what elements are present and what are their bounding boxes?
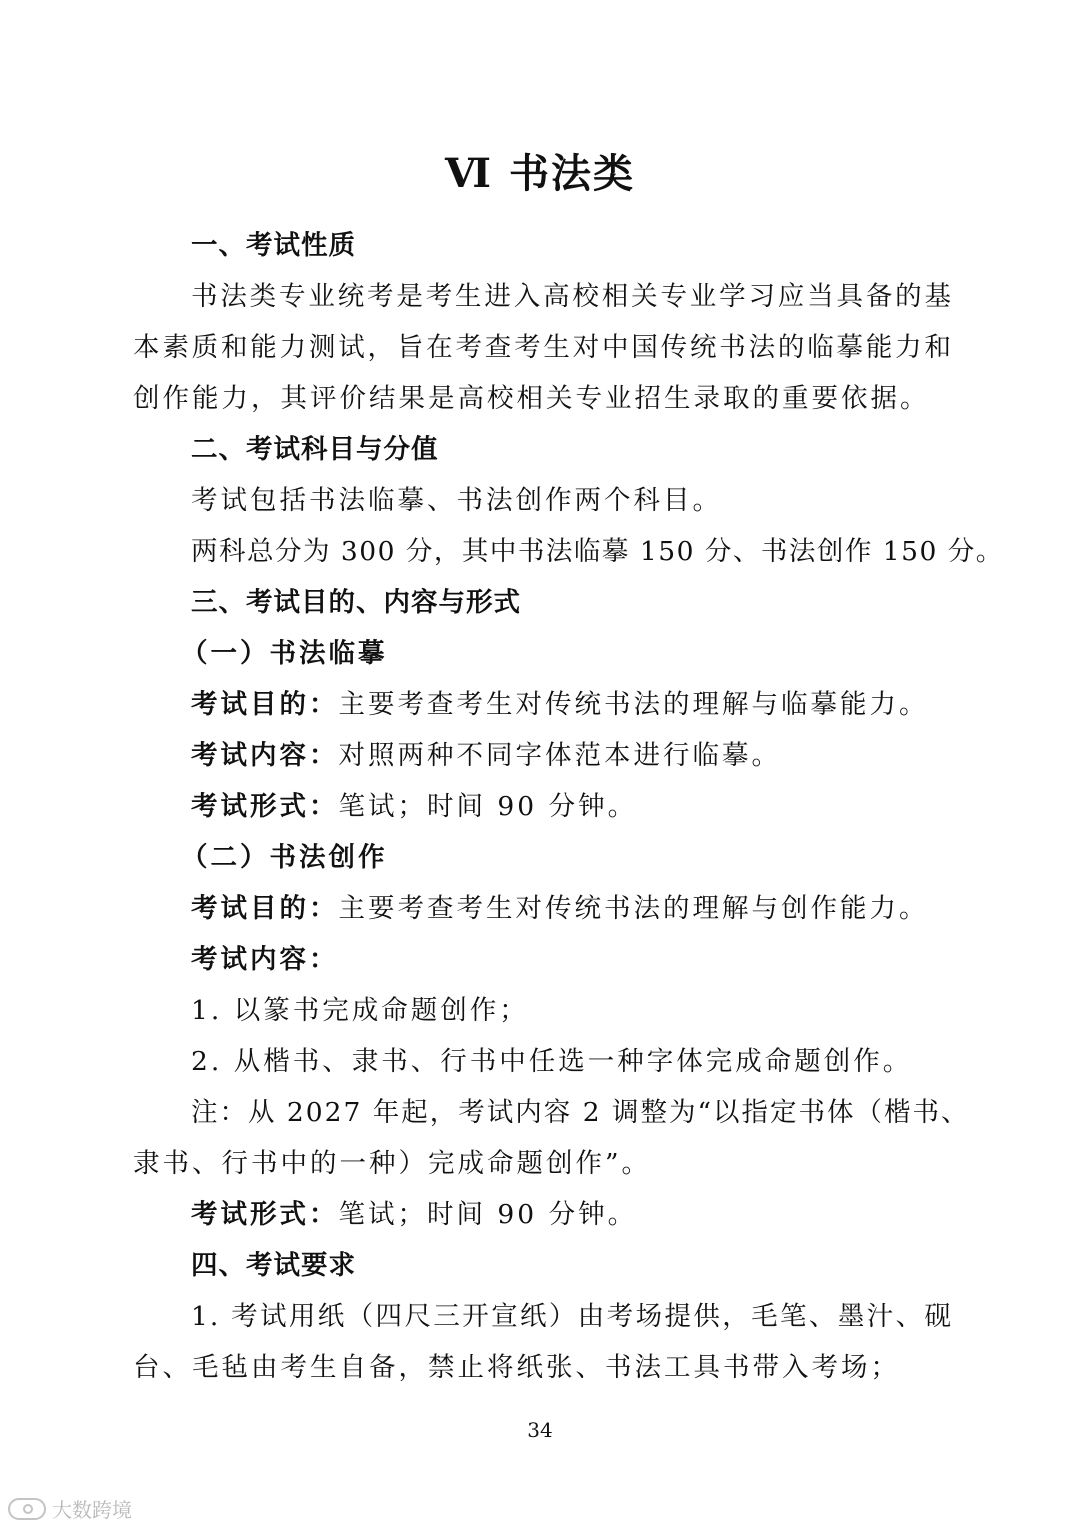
- label: 考试形式：: [191, 791, 339, 822]
- paragraph-line: 创作能力，其评价结果是高校相关专业招生录取的重要依据。: [133, 383, 930, 414]
- value: 对照两种不同字体范本进行临摹。: [338, 740, 781, 771]
- label: 考试目的：: [191, 689, 339, 720]
- copying-form: [191, 787, 953, 827]
- value: 主要考查考生对传统书法的理解与创作能力。: [338, 893, 929, 924]
- label: 考试内容：: [191, 740, 339, 771]
- section-heading-requirements: 四、考试要求: [191, 1250, 356, 1281]
- list-item: 2. 从楷书、隶书、行书中任选一种字体完成命题创作。: [191, 1046, 913, 1077]
- paragraph-line: 本素质和能力测试，旨在考查考生对中国传统书法的临摹能力和: [133, 332, 953, 363]
- label: 考试内容：: [191, 944, 339, 975]
- note-line: 注：从 2027 年起，考试内容 2 调整为“以指定书体（楷书、: [191, 1097, 970, 1128]
- label: 考试目的：: [191, 893, 339, 924]
- paragraph-line: 台、毛毡由考生自备，禁止将纸张、书法工具书带入考场；: [133, 1352, 900, 1383]
- section-heading-purpose-content-form: 三、考试目的、内容与形式: [191, 587, 521, 618]
- section-heading-subjects: 二、考试科目与分值: [191, 434, 439, 465]
- paragraph-line: 1. 考试用纸（四尺三开宣纸）由考场提供，毛笔、墨汁、砚: [191, 1301, 953, 1332]
- watermark-logo-icon: [8, 1498, 46, 1520]
- creation-content: [191, 940, 953, 980]
- copying-content: [191, 736, 953, 776]
- page-title: Ⅵ 书法类: [445, 150, 635, 197]
- creation-form: [191, 1195, 953, 1235]
- page-number: 34: [527, 1418, 553, 1442]
- paragraph-line: 两科总分为 300 分，其中书法临摹 150 分、书法创作 150 分。: [191, 536, 1004, 567]
- value: 主要考查考生对传统书法的理解与临摹能力。: [338, 689, 929, 720]
- label: 考试形式：: [191, 1199, 339, 1230]
- section-heading-nature: 一、考试性质: [191, 230, 356, 261]
- watermark-text: 大数跨境: [52, 1498, 132, 1522]
- paragraph-line: 书法类专业统考是考生进入高校相关专业学习应当具备的基: [191, 281, 953, 312]
- list-item: 1. 以篆书完成命题创作；: [191, 995, 529, 1026]
- subsection-heading-copying: （一）书法临摹: [181, 638, 388, 669]
- copying-purpose: [191, 685, 953, 725]
- watermark: [8, 1494, 132, 1523]
- creation-purpose: [191, 889, 953, 929]
- paragraph-line: 考试包括书法临摹、书法创作两个科目。: [191, 485, 722, 516]
- note-line: 隶书、行书中的一种）完成命题创作”。: [133, 1148, 652, 1179]
- value: 笔试；时间 90 分钟。: [338, 791, 638, 822]
- subsection-heading-creation: （二）书法创作: [181, 842, 388, 873]
- value: 笔试；时间 90 分钟。: [338, 1199, 638, 1230]
